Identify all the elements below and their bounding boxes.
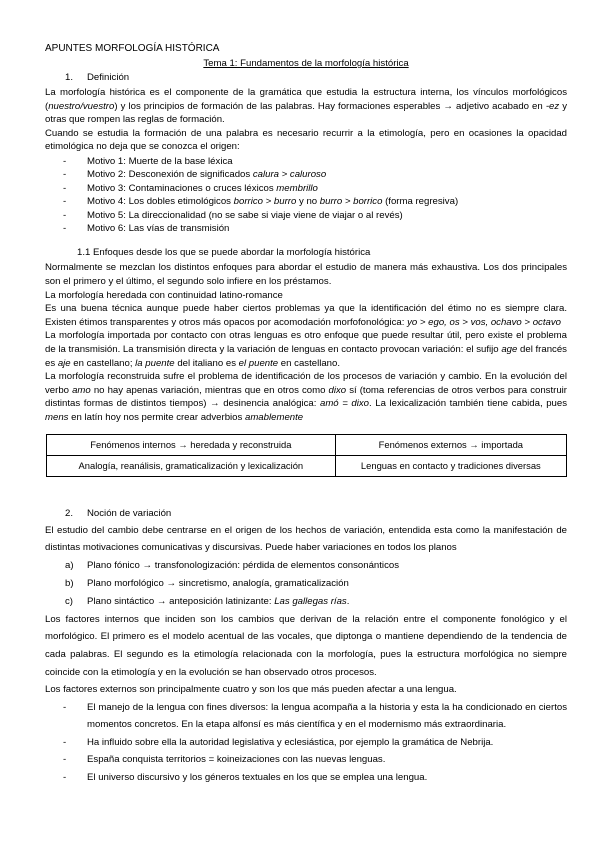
section-number: 1. xyxy=(65,72,74,83)
list-item: - Motivo 3: Contaminaciones o cruces léxicos membrillo xyxy=(45,182,567,195)
section-1-heading xyxy=(65,71,567,84)
list-item: - Motivo 5: La direccionalidad (no se sabe si viaje viene de viajar o al revés) xyxy=(45,209,567,222)
motives-list xyxy=(45,155,567,235)
section-number: 2. xyxy=(65,507,74,519)
section-title: Noción de variación xyxy=(87,507,172,519)
list-item: - Ha influido sobre ella la autoridad legislativa y eclesiástica, por ejemplo la gramática de Nebrija. xyxy=(45,734,567,752)
etymology-paragraph: Cuando se estudia la formación de una palabra es necesario recurrir a la etimología, pero en ocasiones la opacidad etimológica no deja que se conozca el origen: xyxy=(45,127,567,153)
table-cell: Analogía, reanálisis, gramaticalización y lexicalización xyxy=(47,455,336,476)
section-title: Definición xyxy=(87,72,130,83)
paragraph: La morfología reconstruida sufre el problema de identificación de los procesos de variación y cambio. En la evolución del verbo amo no hay apenas variación, mientras que en otros como dixo sí (toma referencias de otros verbos para construir distintas formas de distintos tiempos) → desinencia analógica: amó = dixo. La lexicalización también tiene cabida, pues mens en latín hoy nos permite crear adverbios amablemente xyxy=(45,371,568,423)
document-page xyxy=(45,42,567,787)
planes-list xyxy=(45,557,567,611)
list-item: - Motivo 2: Desconexión de significados calura > caluroso xyxy=(45,168,567,181)
list-item: - El manejo de la lengua con fines diversos: la lengua acompaña a la historia y esta la ha condicionado en ciertos momentos concretos. En la etapa alfonsí es más científica y en el modernismo más extraordinaria. xyxy=(45,699,567,734)
external-factors-list xyxy=(45,699,567,787)
phenomena-table xyxy=(46,434,567,477)
list-item: - Motivo 4: Los dobles etimológicos borrico > burro y no burro > borrico (forma regresiva) xyxy=(45,195,567,208)
paragraph: Es una buena técnica aunque puede haber ciertos problemas ya que la identificación del étimo no es siempre clara. Existen étimos transparentes y otros más opacos por acomodación morfofonológica: yo > ego, os > vos, ochavo > octavo xyxy=(45,303,567,328)
table-cell: Fenómenos internos → heredada y reconstruida xyxy=(47,434,336,455)
paragraph: Los factores externos son principalmente cuatro y son los que más pueden afectar a una lengua. xyxy=(45,684,457,696)
definition-paragraph: La morfología histórica es el componente de la gramática que estudia la estructura interna, los vínculos morfológicos (nuestro/vuestro) y los principios de formación de las palabras. Hay formaciones esperables → adjetivo acabado en -ez y otras que rompen las reglas de formación. xyxy=(45,87,568,126)
paragraph: La morfología importada por contacto con otras lenguas es otro enfoque que puede resultar útil, pero existe el problema de la transmisión. La transmisión directa y la variación de lenguas en contacto provocan variación: el sufijo age del francés es aje en castellano; la puente del italiano es el puente en castellano. xyxy=(45,330,567,369)
table-cell: Lenguas en contacto y tradiciones diversas xyxy=(335,455,566,476)
list-item: b) Plano morfológico → sincretismo, analogía, gramaticalización xyxy=(65,577,349,589)
subsection-heading: 1.1 Enfoques desde los que se puede abordar la morfología histórica xyxy=(77,247,371,259)
list-item: - Motivo 1: Muerte de la base léxica xyxy=(45,155,567,168)
list-item: - El universo discursivo y los géneros textuales en los que se emplea una lengua. xyxy=(45,769,567,787)
table-row xyxy=(47,434,567,455)
list-item: - Motivo 6: Las vías de transmisión xyxy=(45,222,567,235)
paragraph: La morfología heredada con continuidad latino-romance xyxy=(45,289,283,301)
section-2-heading xyxy=(65,507,567,520)
paragraph: El estudio del cambio debe centrarse en el origen de los hechos de variación, entendida esta como la manifestación de distintas motivaciones comunicativas y discursivas. Puede haber variaciones en todos los planos xyxy=(45,524,567,554)
table-cell: Fenómenos externos → importada xyxy=(335,434,566,455)
list-item: a) Plano fónico → transfonologización: pérdida de elementos consonánticos xyxy=(65,559,399,571)
paragraph: Los factores internos que inciden son los cambios que derivan de la relación entre el componente fonológico y el morfológico. El primero es el modelo acentual de las vocales, que diptonga o mantiene dependiendo de la tendencia de cada palabras. El segundo es la etimología relacionada con la morfología, pues la estructura morfológica no siempre coincide con la etimología y en la evolución se han observado otros procesos. xyxy=(45,613,567,678)
document-title: APUNTES MORFOLOGÍA HISTÓRICA xyxy=(45,43,220,54)
paragraph: Normalmente se mezclan los distintos enfoques para abordar el estudio de manera más exhaustiva. Los dos principales son el primero y el último, el segundo solo infiere en los préstamos. xyxy=(45,262,567,287)
list-item: c) Plano sintáctico → anteposición latinizante: Las gallegas rías. xyxy=(65,595,350,607)
section-2-body xyxy=(45,522,567,787)
topic-title: Tema 1: Fundamentos de la morfología histórica xyxy=(203,58,409,69)
list-item: - España conquista territorios = koineizaciones con las nuevas lenguas. xyxy=(45,751,567,769)
table-row xyxy=(47,455,567,476)
